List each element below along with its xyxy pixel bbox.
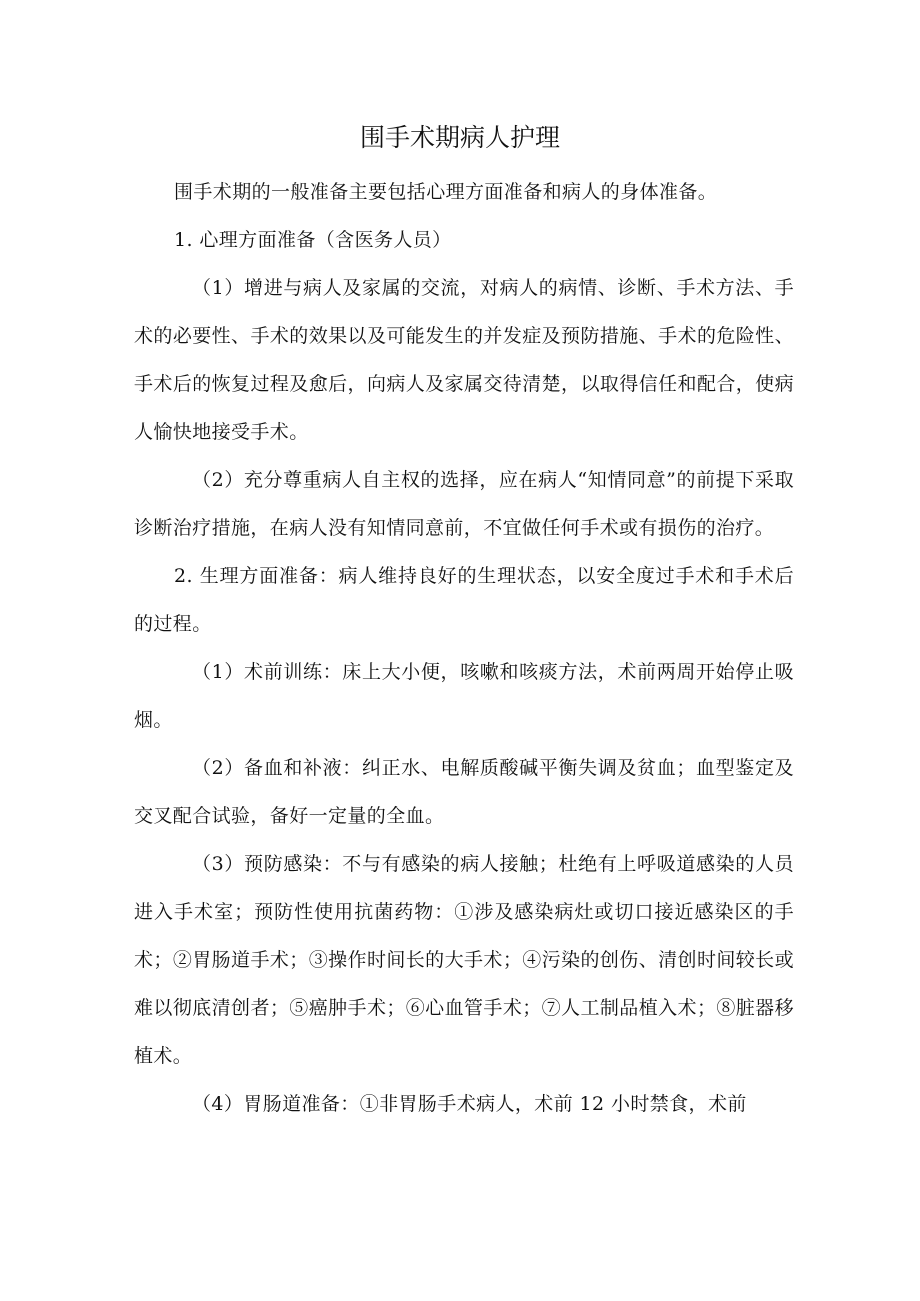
document-body <box>134 168 794 1128</box>
paragraph-blood-fluid: （2）备血和补液：纠正水、电解质酸碱平衡失调及贫血；血型鉴定及交叉配合试验，备好一定量的全血。 <box>134 757 794 827</box>
paragraph-communication: （1）增进与病人及家属的交流，对病人的病情、诊断、手术方法、手术的必要性、手术的效果以及可能发生的并发症及预防措施、手术的危险性、手术后的恢复过程及愈后，向病人及家属交待清楚，以取得信任和配合，使病人愉快地接受手术。 <box>134 277 794 443</box>
paragraph-informed-consent: （2）充分尊重病人自主权的选择，应在病人“知情同意”的前提下采取诊断治疗措施，在病人没有知情同意前，不宜做任何手术或有损伤的治疗。 <box>134 469 794 539</box>
paragraph-preop-training: （1）术前训练：床上大小便，咳嗽和咳痰方法，术前两周开始停止吸烟。 <box>134 661 794 731</box>
document-title: 围手术期病人护理 <box>359 123 560 152</box>
paragraph-gi-preparation: （4）胃肠道准备：①非胃肠手术病人，术前 12 小时禁食，术前 <box>192 1093 747 1115</box>
paragraph-infection-prevention: （3）预防感染：不与有感染的病人接触；杜绝有上呼吸道感染的人员进入手术室；预防性使用抗菌药物：①涉及感染病灶或切口接近感染区的手术；②胃肠道手术；③操作时间长的大手术；④污染的创伤、清创时间较长或难以彻底清创者；⑤癌肿手术；⑥心血管手术；⑦人工制品植入术；⑧脏器移植术。 <box>134 853 794 1067</box>
intro-paragraph: 围手术期的一般准备主要包括心理方面准备和病人的身体准备。 <box>174 181 718 203</box>
section-heading-psychological: 1. 心理方面准备（含医务人员） <box>174 229 452 251</box>
section-heading-physiological: 2. 生理方面准备：病人维持良好的生理状态，以安全度过手术和手术后的过程。 <box>134 565 794 635</box>
